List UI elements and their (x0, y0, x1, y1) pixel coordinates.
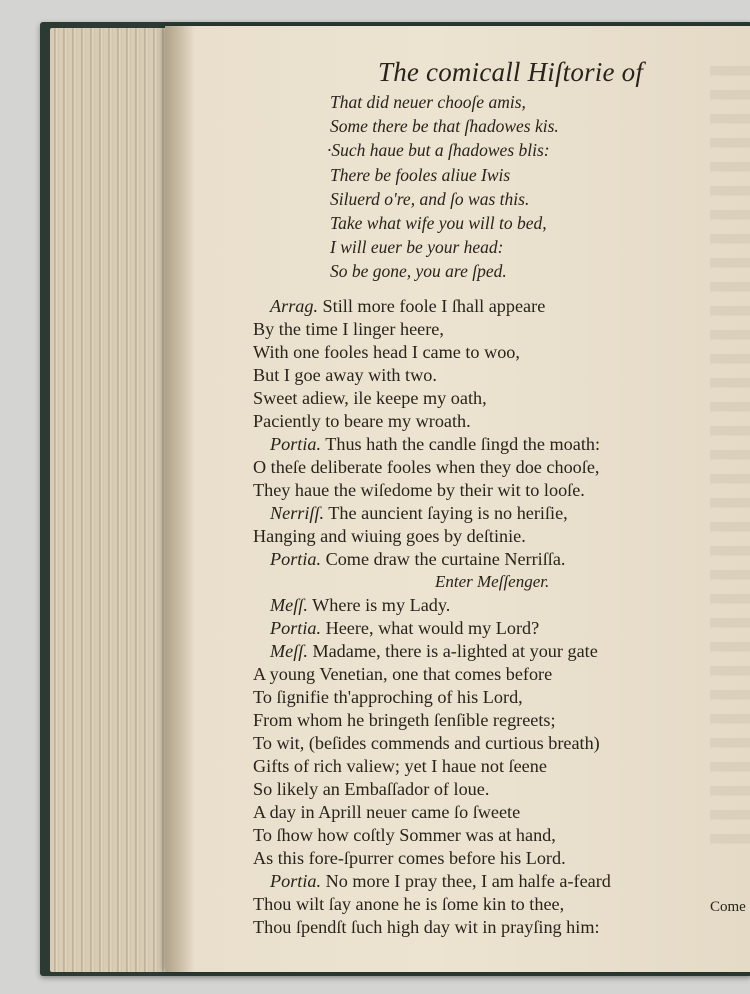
line-text: They haue the wiſedome by their wit to looſe. (253, 480, 585, 500)
dialogue-line (253, 457, 599, 478)
speaker-name: Portia. (270, 434, 322, 454)
line-text: Thus hath the candle ſingd the moath: (325, 434, 601, 454)
book-page (165, 26, 750, 972)
dialogue-line (253, 365, 437, 386)
line-text: A young Venetian, one that comes before (253, 664, 553, 684)
dialogue-line (253, 917, 600, 938)
dialogue-line (253, 825, 556, 846)
verse-line: Take what wife you will to bed, (330, 213, 547, 233)
dialogue-line (253, 687, 523, 708)
verse-line: I will euer be your head: (330, 237, 504, 257)
page-gutter-shadow (165, 26, 195, 972)
dialogue-line (253, 894, 564, 915)
line-text: Madame, there is a-lighted at your gate (312, 641, 598, 661)
line-text: By the time I linger heere, (253, 319, 444, 339)
dialogue-line (253, 802, 520, 823)
verse-line: So be gone, you are ſped. (330, 261, 507, 281)
line-text: Gifts of rich valiew; yet I haue not ſeene (253, 756, 547, 776)
dialogue-line (253, 664, 552, 685)
show-through-text (710, 66, 750, 846)
speaker-name: Arrag. (270, 296, 318, 316)
dialogue-line (253, 319, 444, 340)
dialogue-line (270, 595, 450, 616)
dialogue-line (253, 848, 566, 869)
line-text: Sweet adiew, ile keepe my oath, (253, 388, 487, 408)
dialogue-line (270, 618, 539, 639)
line-text: To ſhow how coſtly Sommer was at hand, (253, 825, 556, 845)
line-text: To ſignifie th'approching of his Lord, (253, 687, 523, 707)
dialogue-line (253, 733, 600, 754)
verse-line: ·Such haue but a ſhadowes blis: (327, 140, 550, 160)
verse-line: Siluerd o're, and ſo was this. (330, 189, 530, 209)
speaker-name: Portia. (270, 618, 322, 638)
line-text: Come draw the curtaine Nerriſſa. (325, 549, 566, 569)
dialogue-line (270, 641, 598, 662)
speaker-name: Nerriſſ. (270, 503, 325, 523)
dialogue-line (270, 503, 568, 524)
stage-direction: Enter Meſſenger. (435, 572, 550, 591)
dialogue-line (253, 411, 471, 432)
speaker-name: Meſſ. (270, 595, 308, 615)
dialogue-line (253, 779, 489, 800)
speaker-name: Portia. (270, 549, 322, 569)
line-text: Hanging and wiuing goes by deſtinie. (253, 526, 526, 546)
line-text: As this fore-ſpurrer comes before his Lord. (253, 848, 566, 868)
line-text: No more I pray thee, I am halfe a-feard (325, 871, 611, 891)
dialogue-line (253, 756, 547, 777)
line-text: With one fooles head I came to woo, (253, 342, 520, 362)
verse-line: That did neuer chooſe amis, (330, 92, 526, 112)
dialogue-line (270, 871, 611, 892)
dialogue-line (270, 434, 600, 455)
verse-line: There be fooles aliue Iwis (330, 165, 511, 185)
line-text: Thou ſpendſt ſuch high day wit in prayſing him: (253, 917, 600, 937)
line-text: O theſe deliberate fooles when they doe chooſe, (253, 457, 600, 477)
line-text: To wit, (beſides commends and curtious breath) (253, 733, 600, 753)
running-title: The comicall Hiſtorie of (378, 57, 644, 87)
line-text: From whom he bringeth ſenſible regreets; (253, 710, 556, 730)
dialogue-line (253, 342, 520, 363)
line-text: A day in Aprill neuer came ſo ſweete (253, 802, 521, 822)
dialogue-line (270, 549, 565, 570)
line-text: Paciently to beare my wroath. (253, 411, 471, 431)
dialogue-line (253, 710, 556, 731)
catchword: Come (710, 899, 746, 915)
speaker-name: Meſſ. (270, 641, 308, 661)
dialogue-line (253, 388, 487, 409)
line-text: Still more foole I ſhall appeare (322, 296, 546, 316)
speaker-name: Portia. (270, 871, 322, 891)
line-text: Heere, what would my Lord? (325, 618, 540, 638)
page-edges (50, 28, 175, 972)
verse-line: Some there be that ſhadowes kis. (330, 116, 559, 136)
dialogue-line (270, 296, 545, 317)
line-text: But I goe away with two. (253, 365, 437, 385)
dialogue-line (253, 526, 526, 547)
line-text: The auncient ſaying is no heriſie, (328, 503, 568, 523)
line-text: Thou wilt ſay anone he is ſome kin to thee, (253, 894, 565, 914)
line-text: So likely an Embaſſador of loue. (253, 779, 490, 799)
line-text: Where is my Lady. (312, 595, 451, 615)
dialogue-line (253, 480, 585, 501)
